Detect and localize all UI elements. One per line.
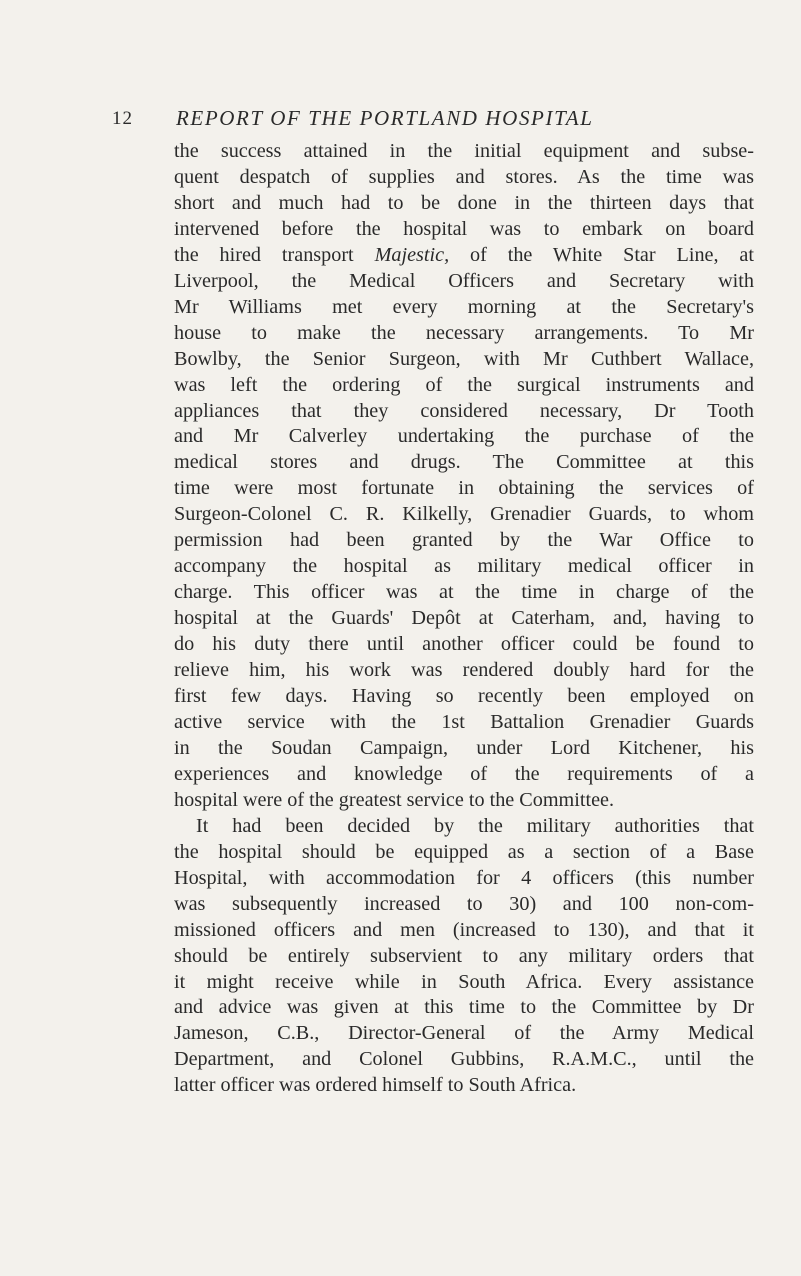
text-line: missioned officers and men (increased to 130), and that it <box>174 918 754 941</box>
text-line: intervened before the hospital was to embark on board <box>174 217 754 240</box>
text-line: was left the ordering of the surgical instruments and <box>174 373 754 396</box>
text-line: Bowlby, the Senior Surgeon, with Mr Cuthbert Wallace, <box>174 347 754 370</box>
text-line: active service with the 1st Battalion Grenadier Guards <box>174 710 754 733</box>
running-header <box>112 106 752 134</box>
text-line: do his duty there until another officer could be found to <box>174 633 754 656</box>
text-line: experiences and knowledge of the requirements of a <box>174 762 754 785</box>
text-line: Mr Williams met every morning at the Secretary's <box>174 295 754 318</box>
text-line: short and much had to be done in the thirteen days that <box>174 191 754 214</box>
text-line: Liverpool, the Medical Officers and Secretary with <box>174 269 754 292</box>
text-line: permission had been granted by the War Office to <box>174 529 754 552</box>
text-line: quent despatch of supplies and stores. As the time was <box>174 165 754 188</box>
text-line: was subsequently increased to 30) and 100 non-com- <box>174 892 754 915</box>
text-line: time were most fortunate in obtaining the services of <box>174 477 754 500</box>
text-line: Hospital, with accommodation for 4 officers (this number <box>174 866 754 889</box>
text-line: appliances that they considered necessary, Dr Tooth <box>174 399 754 422</box>
text-line: relieve him, his work was rendered doubly hard for the <box>174 659 754 682</box>
text-line: in the Soudan Campaign, under Lord Kitchener, his <box>174 736 754 759</box>
text-line: and Mr Calverley undertaking the purchase of the <box>174 425 754 448</box>
page-number: 12 <box>112 108 133 129</box>
body-paragraphs <box>174 139 754 1099</box>
text-line: latter officer was ordered himself to South Africa. <box>174 1074 577 1097</box>
text-line: Department, and Colonel Gubbins, R.A.M.C., until the <box>174 1048 754 1071</box>
text-line: hospital were of the greatest service to the Committee. <box>174 788 615 811</box>
running-title: REPORT OF THE PORTLAND HOSPITAL <box>176 106 594 130</box>
text-line: medical stores and drugs. The Committee at this <box>174 451 754 474</box>
text-line: it might receive while in South Africa. Every assistance <box>174 970 754 993</box>
text-segment: of the White Star Line, at <box>449 243 754 266</box>
text-line <box>174 243 754 269</box>
text-line: should be entirely subservient to any military orders that <box>174 944 754 967</box>
text-line: charge. This officer was at the time in charge of the <box>174 581 754 604</box>
text-line: the hospital should be equipped as a section of a Base <box>174 840 754 863</box>
text-line: It had been decided by the military authorities that <box>196 814 754 837</box>
text-line: house to make the necessary arrangements. To Mr <box>174 321 754 344</box>
text-line: Surgeon-Colonel C. R. Kilkelly, Grenadier Guards, to whom <box>174 503 754 526</box>
text-segment: the hired transport <box>174 243 375 266</box>
text-line: accompany the hospital as military medical officer in <box>174 555 754 578</box>
text-line: Jameson, C.B., Director-General of the Army Medical <box>174 1022 754 1045</box>
ship-name: Majestic, <box>374 243 450 266</box>
text-line: hospital at the Guards' Depôt at Caterham, and, having to <box>174 607 754 630</box>
text-line: and advice was given at this time to the Committee by Dr <box>174 996 754 1019</box>
text-line: first few days. Having so recently been employed on <box>174 685 754 708</box>
text-line: the success attained in the initial equipment and subse- <box>174 140 754 162</box>
